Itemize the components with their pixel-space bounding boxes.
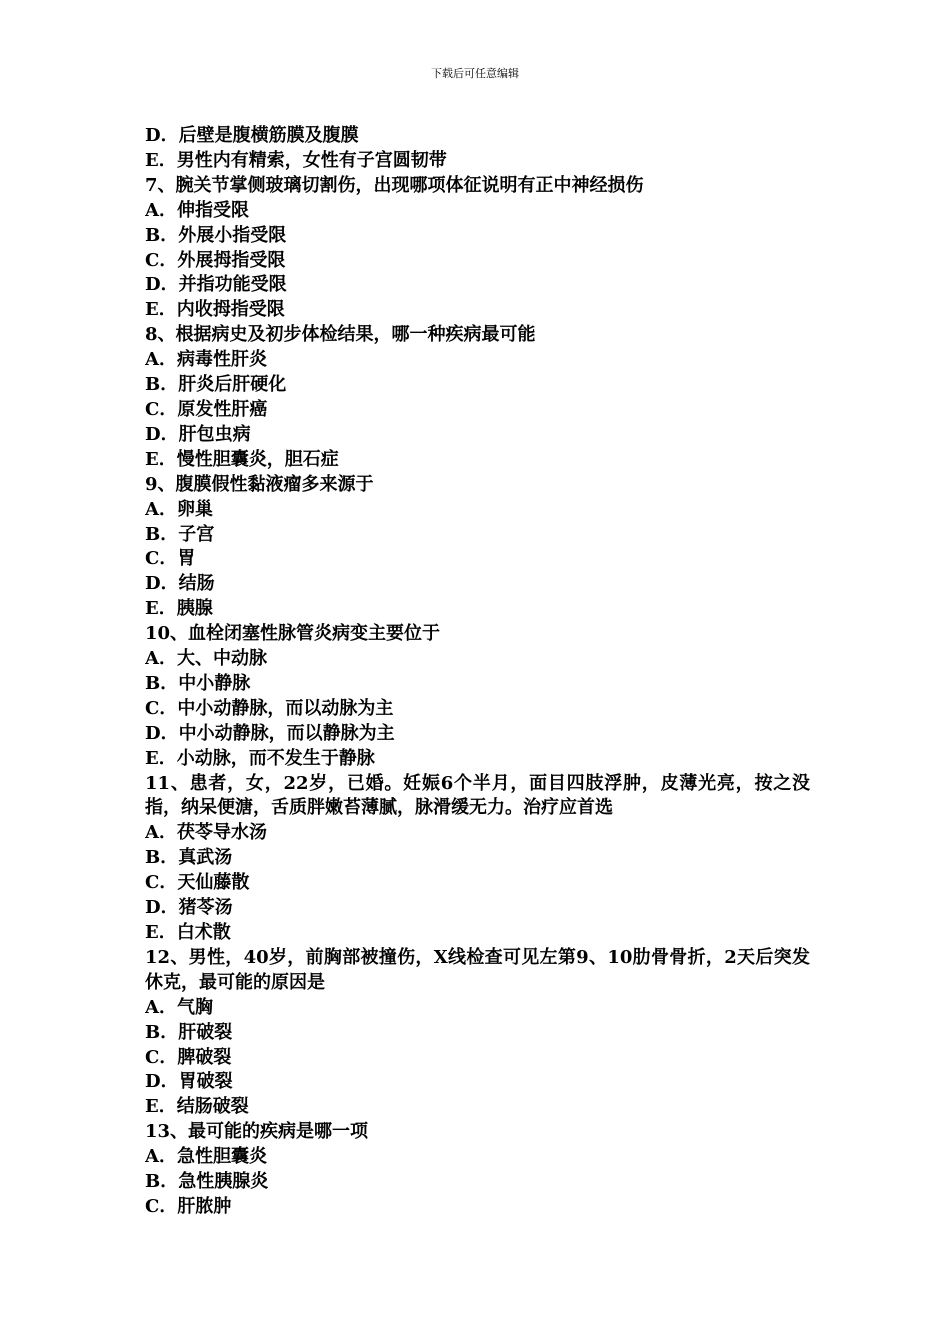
answer-option: B．肝破裂 xyxy=(145,1021,233,1043)
answer-option: C．脾破裂 xyxy=(145,1046,232,1068)
answer-option: D．猪苓汤 xyxy=(145,897,233,919)
answer-option: E．慢性胆囊炎，胆石症 xyxy=(145,448,339,470)
answer-option: B．中小静脉 xyxy=(145,672,251,694)
question-text: 11、患者，女，22岁，已婚。妊娠6个半月，面目四肢浮肿，皮薄光亮，按之没指，纳呆便溏，舌质胖嫩苔薄腻，脉滑缓无力。治疗应首选 xyxy=(145,772,810,819)
answer-option: A．气胸 xyxy=(145,996,213,1018)
answer-option: D．并指功能受限 xyxy=(145,274,287,296)
answer-option: B．急性胰腺炎 xyxy=(145,1171,269,1193)
answer-option: E．内收拇指受限 xyxy=(145,299,285,321)
answer-option: C．外展拇指受限 xyxy=(145,249,286,271)
answer-option: C．中小动静脉，而以动脉为主 xyxy=(145,697,394,719)
question-text: 13、最可能的疾病是哪一项 xyxy=(145,1121,369,1143)
answer-option: B．真武汤 xyxy=(145,847,233,869)
answer-option: E．胰腺 xyxy=(145,598,213,620)
answer-option: E．男性内有精索，女性有子宫圆韧带 xyxy=(145,149,447,171)
answer-option: D．后壁是腹横筋膜及腹膜 xyxy=(145,125,359,146)
question-text: 8、根据病史及初步体检结果，哪一种疾病最可能 xyxy=(145,324,536,346)
answer-option: A．病毒性肝炎 xyxy=(145,349,267,371)
answer-option: B．子宫 xyxy=(145,523,215,545)
answer-option: A．大、中动脉 xyxy=(145,648,267,670)
answer-option: A．伸指受限 xyxy=(145,199,249,221)
answer-option: D．结肠 xyxy=(145,573,215,595)
answer-option: C．肝脓肿 xyxy=(145,1195,232,1217)
answer-option: A．急性胆囊炎 xyxy=(145,1146,267,1168)
document-body xyxy=(145,124,810,1220)
answer-option: B．肝炎后肝硬化 xyxy=(145,374,287,396)
answer-option: C．原发性肝癌 xyxy=(145,398,268,420)
answer-option: A．茯苓导水汤 xyxy=(145,822,267,844)
answer-option: B．外展小指受限 xyxy=(145,224,287,246)
answer-option: C．胃 xyxy=(145,548,196,570)
question-text: 10、血栓闭塞性脉管炎病变主要位于 xyxy=(145,623,441,645)
question-text: 7、腕关节掌侧玻璃切割伤，出现哪项体征说明有正中神经损伤 xyxy=(145,174,644,196)
answer-option: C．天仙藤散 xyxy=(145,872,250,894)
answer-option: E．白术散 xyxy=(145,922,231,943)
answer-option: E．小动脉，而不发生于静脉 xyxy=(145,747,375,769)
answer-option: D．肝包虫病 xyxy=(145,423,251,445)
answer-option: E．结肠破裂 xyxy=(145,1096,249,1118)
answer-option: A．卵巢 xyxy=(145,498,213,520)
answer-option: D．中小动静脉，而以静脉为主 xyxy=(145,722,395,744)
question-text: 9、腹膜假性黏液瘤多来源于 xyxy=(145,473,374,495)
question-text: 12、男性，40岁，前胸部被撞伤，X线检查可见左第9、10肋骨骨折，2天后突发休克，最可能的原因是 xyxy=(145,946,810,993)
page-header: 下载后可任意编辑 xyxy=(431,67,519,80)
answer-option: D．胃破裂 xyxy=(145,1071,233,1093)
